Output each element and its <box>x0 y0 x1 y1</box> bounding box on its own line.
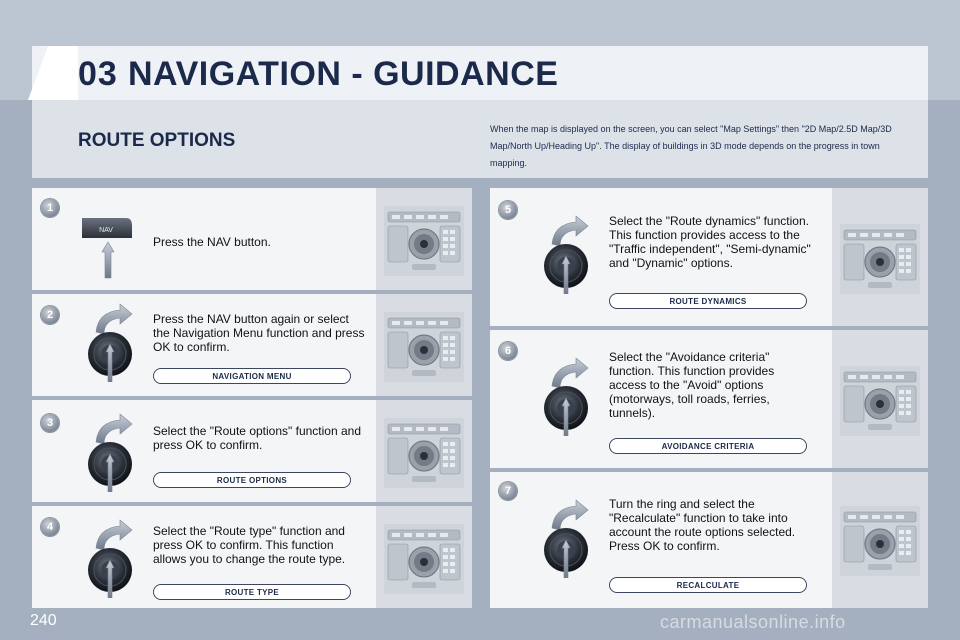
page-title: NAVIGATION - GUIDANCE <box>128 55 559 93</box>
divider <box>490 326 928 330</box>
step-badge-6: 6 <box>499 342 517 360</box>
rotary-knob-icon <box>78 518 142 598</box>
rotary-knob-icon <box>78 412 142 492</box>
radio-unit-image <box>384 524 464 594</box>
step-badge-1: 1 <box>41 199 59 217</box>
step-1-text: Press the NAV button. <box>153 235 271 249</box>
route-dynamics-label: ROUTE DYNAMICS <box>609 293 807 309</box>
step-badge-7: 7 <box>499 482 517 500</box>
watermark: carmanualsonline.info <box>660 612 846 632</box>
step-badge-3: 3 <box>41 414 59 432</box>
rotary-knob-icon <box>534 356 598 436</box>
rotary-knob-icon <box>534 214 598 294</box>
navigation-menu-label: NAVIGATION MENU <box>153 368 351 384</box>
route-type-label: ROUTE TYPE <box>153 584 351 600</box>
step-badge-4: 4 <box>41 518 59 536</box>
radio-unit-image <box>384 418 464 488</box>
intro-text: When the map is displayed on the screen, you can select "Map Settings" then "2D Map/2.5D Map/3D Map/North Up/Heading Up". The display of buildings in 3D mode depends on the progress in town mapping. <box>490 124 892 168</box>
divider <box>32 502 472 506</box>
radio-unit-image <box>840 224 920 294</box>
radio-unit-image <box>840 506 920 576</box>
radio-unit-image <box>840 366 920 436</box>
radio-unit-image <box>384 206 464 276</box>
radio-unit-image <box>384 312 464 382</box>
nav-button-icon <box>78 212 138 282</box>
page-number: 240 <box>30 612 57 629</box>
chapter-number: 03 <box>78 55 118 93</box>
step-badge-2: 2 <box>41 306 59 324</box>
step-5-text: Select the "Route dynamics" function. This function provides access to the "Traffic independent", "Semi-dynamic" and "Dynamic" options. <box>609 214 811 270</box>
step-2-text: Press the NAV button again or select the Navigation Menu function and press OK to confirm. <box>153 312 365 354</box>
rotary-knob-icon <box>534 498 598 578</box>
section-title: ROUTE OPTIONS <box>78 130 236 151</box>
rotary-knob-icon <box>78 302 142 382</box>
step-6-text: Select the "Avoidance criteria" function. This function provides access to the "Avoid" options (motorways, toll roads, ferries, tunnels). <box>609 350 775 420</box>
avoidance-criteria-label: AVOIDANCE CRITERIA <box>609 438 807 454</box>
step-badge-5: 5 <box>499 201 517 219</box>
step-4-text: Select the "Route type" function and press OK to confirm. This function allows you to change the route type. <box>153 524 346 566</box>
divider <box>32 396 472 400</box>
step-7-text: Turn the ring and select the "Recalculate" function to take into account the route options selected. Press OK to confirm. <box>609 497 796 553</box>
divider <box>490 468 928 472</box>
step-3-text: Select the "Route options" function and press OK to confirm. <box>153 424 361 452</box>
route-options-label: ROUTE OPTIONS <box>153 472 351 488</box>
recalculate-label: RECALCULATE <box>609 577 807 593</box>
svg-text:NAV: NAV <box>99 227 113 234</box>
divider <box>32 290 472 294</box>
